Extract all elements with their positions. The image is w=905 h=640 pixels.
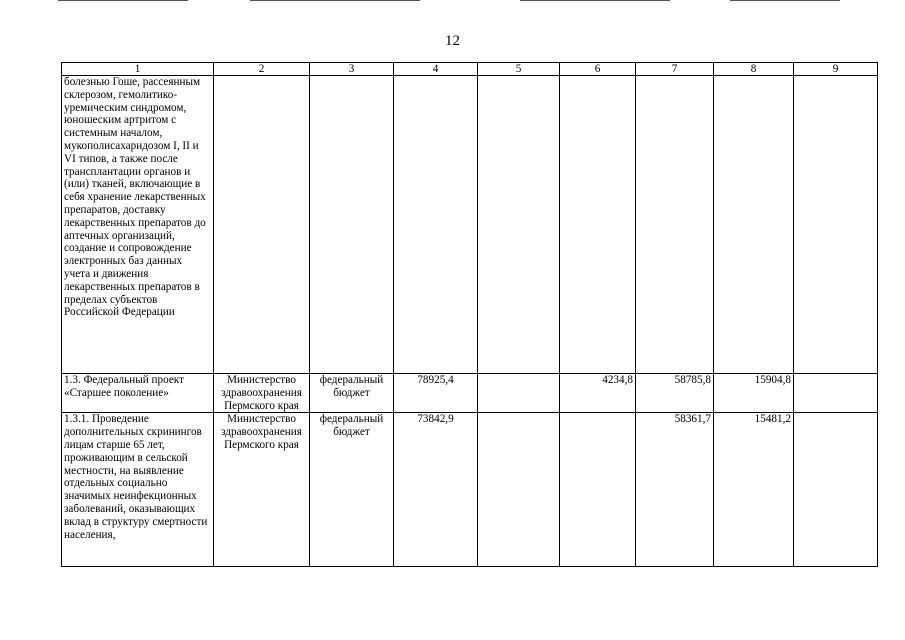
value-cell-col8 bbox=[714, 76, 794, 374]
value-cell-col9 bbox=[794, 413, 878, 567]
scan-edge-line bbox=[730, 0, 840, 1]
budget-table bbox=[61, 62, 878, 567]
funding-source-cell bbox=[310, 76, 394, 374]
table-row bbox=[62, 374, 878, 413]
total-amount-cell: 78925,4 bbox=[394, 374, 478, 413]
funding-source-cell: федеральный бюджет bbox=[310, 374, 394, 413]
value-cell-col7 bbox=[636, 76, 714, 374]
scan-edge-line bbox=[58, 0, 188, 1]
value-cell-col6 bbox=[560, 413, 636, 567]
value-cell-col8: 15481,2 bbox=[714, 413, 794, 567]
value-cell-col8: 15904,8 bbox=[714, 374, 794, 413]
measure-description: 1.3.1. Проведение дополнительных скринингов лицам старше 65 лет, проживающим в сельской местности, на выявление отдельных социально значимых неинфекционных заболеваний, оказывающих вклад в структуру смертности населения, bbox=[62, 413, 214, 567]
column-header: 2 bbox=[214, 63, 310, 76]
value-cell-col5 bbox=[478, 413, 560, 567]
value-cell-col9 bbox=[794, 374, 878, 413]
value-cell-col7: 58785,8 bbox=[636, 374, 714, 413]
scan-edge-line bbox=[520, 0, 670, 1]
table-row bbox=[62, 76, 878, 374]
value-cell-col9 bbox=[794, 76, 878, 374]
column-header: 7 bbox=[636, 63, 714, 76]
funding-source-cell: федеральный бюджет bbox=[310, 413, 394, 567]
executor-cell: Министерство здравоохранения Пермского края bbox=[214, 374, 310, 413]
value-cell-col7: 58361,7 bbox=[636, 413, 714, 567]
page-number: 12 bbox=[445, 33, 460, 49]
measure-description: болезнью Гоше, рассеянным склерозом, гемолитико-уремическим синдромом, юношеским артритом с системным началом, мукополисахаридозом I, II и VI типов, а также после трансплантации органов и (или) тканей, включающие в себя хранение лекарственных препаратов, доставку лекарственных препаратов до аптечных организаций, создание и сопровождение электронных баз данных учета и движения лекарственных препаратов в пределах субъектов Российской Федерации bbox=[62, 76, 214, 374]
table-row bbox=[62, 413, 878, 567]
executor-cell bbox=[214, 76, 310, 374]
scan-edge-line bbox=[250, 0, 420, 1]
column-header: 3 bbox=[310, 63, 394, 76]
column-header: 9 bbox=[794, 63, 878, 76]
executor-cell: Министерство здравоохранения Пермского края bbox=[214, 413, 310, 567]
value-cell-col5 bbox=[478, 374, 560, 413]
column-header: 1 bbox=[62, 63, 214, 76]
measure-description: 1.3. Федеральный проект «Старшее поколение» bbox=[62, 374, 214, 413]
column-header: 5 bbox=[478, 63, 560, 76]
total-amount-cell: 73842,9 bbox=[394, 413, 478, 567]
column-header: 8 bbox=[714, 63, 794, 76]
column-header: 6 bbox=[560, 63, 636, 76]
column-number-row bbox=[62, 63, 878, 76]
value-cell-col6: 4234,8 bbox=[560, 374, 636, 413]
column-header: 4 bbox=[394, 63, 478, 76]
value-cell-col6 bbox=[560, 76, 636, 374]
total-amount-cell bbox=[394, 76, 478, 374]
value-cell-col5 bbox=[478, 76, 560, 374]
